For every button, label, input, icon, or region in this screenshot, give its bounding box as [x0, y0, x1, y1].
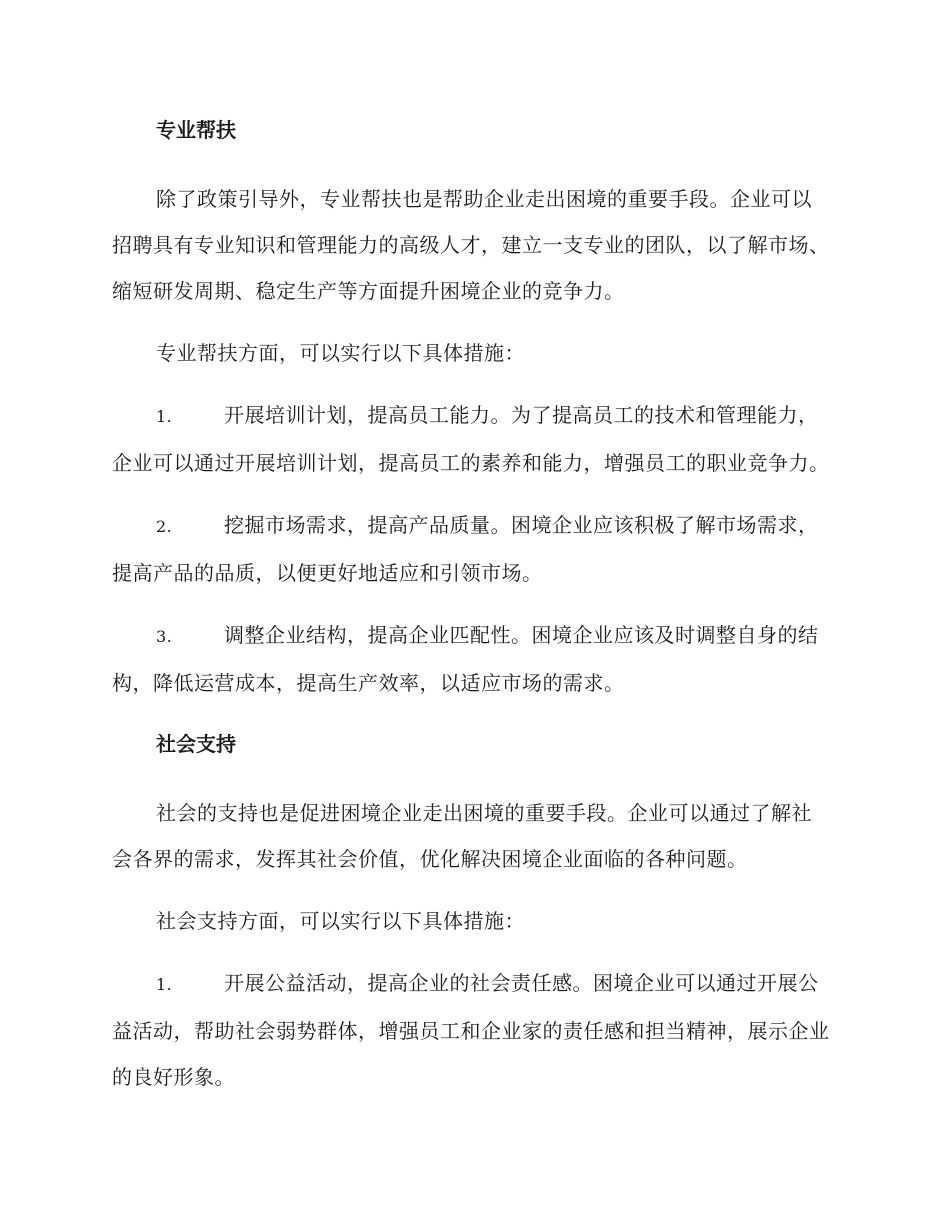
list-item — [112, 392, 832, 486]
document-page — [112, 108, 832, 1116]
list-item-text: 开展公益活动，提高企业的社会责任感。困境企业可以通过开展公益活动，帮助社会弱势群体，增强员工和企业家的责任感和担当精神，展示企业的良好形象。 — [112, 971, 830, 1089]
measures-lead-paragraph: 社会支持方面，可以实行以下具体措施： — [156, 909, 525, 933]
list-item — [112, 960, 832, 1100]
list-item-text: 挖掘市场需求，提高产品质量。困境企业应该积极了解市场需求，提高产品的品质，以便更好地适应和引领市场。 — [112, 513, 819, 585]
list-item-number: 2. — [156, 517, 173, 536]
list-item-text: 开展培训计划，提高员工能力。为了提高员工的技术和管理能力，企业可以通过开展培训计划，提高员工的素养和能力，增强员工的职业竞争力。 — [112, 403, 830, 475]
section-intro-paragraph: 除了政策引导外，专业帮扶也是帮助企业走出困境的重要手段。企业可以招聘具有专业知识和管理能力的高级人才，建立一支专业的团队，以了解市场、缩短研发周期、稳定生产等方面提升困境企业的竞争力。 — [112, 187, 830, 303]
list-item — [112, 612, 832, 706]
section-intro-paragraph: 社会的支持也是促进困境企业走出困境的重要手段。企业可以通过了解社会各界的需求，发挥其社会价值，优化解决困境企业面临的各种问题。 — [112, 801, 812, 871]
list-item-text: 调整企业结构，提高企业匹配性。困境企业应该及时调整自身的结构，降低运营成本，提高生产效率，以适应市场的需求。 — [112, 623, 819, 695]
section-heading-social-support: 社会支持 — [156, 732, 236, 756]
list-item-number: 3. — [156, 627, 173, 646]
section-heading-professional-support: 专业帮扶 — [156, 118, 236, 142]
measures-lead-paragraph: 专业帮扶方面，可以实行以下具体措施： — [156, 341, 525, 365]
list-item — [112, 502, 832, 596]
list-item-number: 1. — [156, 975, 173, 994]
list-item-number: 1. — [156, 407, 173, 426]
